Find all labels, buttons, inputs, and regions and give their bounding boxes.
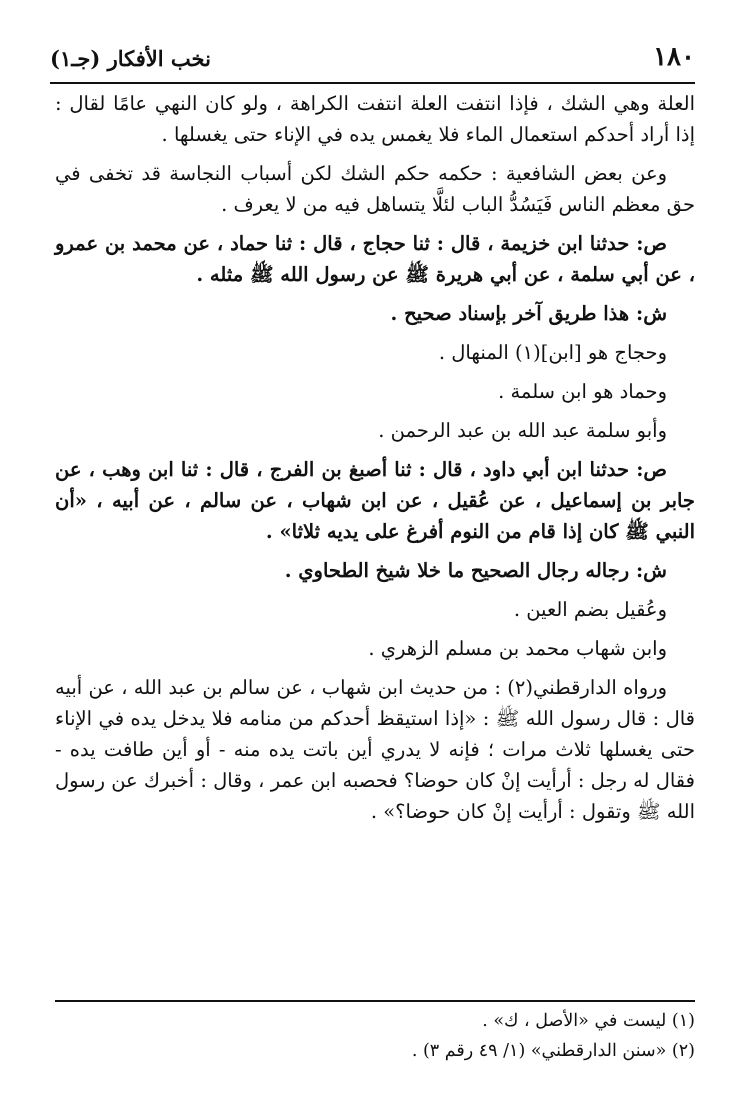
paragraph-3: ص: حدثنا ابن خزيمة ، قال : ثنا حجاج ، قال : ثنا حماد ، عن محمد بن عمرو ، عن أبي سلمة ، عن أبي هريرة ﷺ عن رسول الله ﷺ مثله . (55, 232, 695, 286)
footnote-separator (55, 1000, 695, 1002)
footnote-2: (٢) «سنن الدارقطني» (١/ ٤٩ رقم ٣) . (411, 1041, 695, 1061)
paragraph-12: ورواه الدارقطني(٢) : من حديث ابن شهاب ، عن سالم بن عبد الله ، عن أبيه قال : قال رسول الله ﷺ : «إذا استيقظ أحدكم من منامه فلا يدخل يده في الإناء حتى يغسلها ثلاث مرات ؛ فإنه لا يدري أين باتت يده منه - أو أين طافت يده - فقال له رجل : أرأيت إنْ كان حوضا؟ فحصبه ابن عمر ، وقال : أخبرك عن رسول الله ﷺ وتقول : أرأيت إنْ كان حوضا؟» . (55, 676, 695, 823)
paragraph-5: وحجاج هو [ابن](١) المنهال . (438, 341, 667, 364)
paragraph-1: العلة وهي الشك ، فإذا انتفت العلة انتفت الكراهة ، ولو كان النهي عامًا لقال : إذا أراد أحدكم استعمال الماء فلا يغمس يده في الإناء حتى يغسلها . (55, 92, 695, 146)
paragraph-2: وعن بعض الشافعية : حكمه حكم الشك لكن أسباب النجاسة قد تخفى في حق معظم الناس فَيَسُدُّ الباب لئلَّا يتساهل فيه من لا يعرف . (55, 162, 695, 216)
paragraph-4: ش: هذا طريق آخر بإسناد صحيح . (390, 302, 667, 325)
paragraph-7: وأبو سلمة عبد الله بن عبد الرحمن . (378, 419, 667, 442)
paragraph-6: وحماد هو ابن سلمة . (498, 380, 667, 403)
paragraph-10: وعُقيل بضم العين . (513, 598, 667, 621)
page-header (50, 42, 695, 84)
paragraph-9: ش: رجاله رجال الصحيح ما خلا شيخ الطحاوي . (284, 559, 667, 582)
footnotes (55, 986, 695, 1066)
page-body (55, 88, 695, 835)
footnote-1: (١) ليست في «الأصل ، ك» . (482, 1011, 695, 1031)
paragraph-8: ص: حدثنا ابن أبي داود ، قال : ثنا أصبغ بن الفرج ، قال : ثنا ابن وهب ، عن جابر بن إسماعيل ، عن عُقيل ، عن ابن شهاب ، عن سالم ، عن أبيه ، «أن النبي ﷺ كان إذا قام من النوم أفرغ على يديه ثلاثا» . (55, 458, 695, 543)
page-number: ١٨٠ (653, 42, 695, 72)
book-title: نخب الأفكار (جـ١) (50, 46, 211, 71)
paragraph-11: وابن شهاب محمد بن مسلم الزهري . (368, 637, 667, 660)
